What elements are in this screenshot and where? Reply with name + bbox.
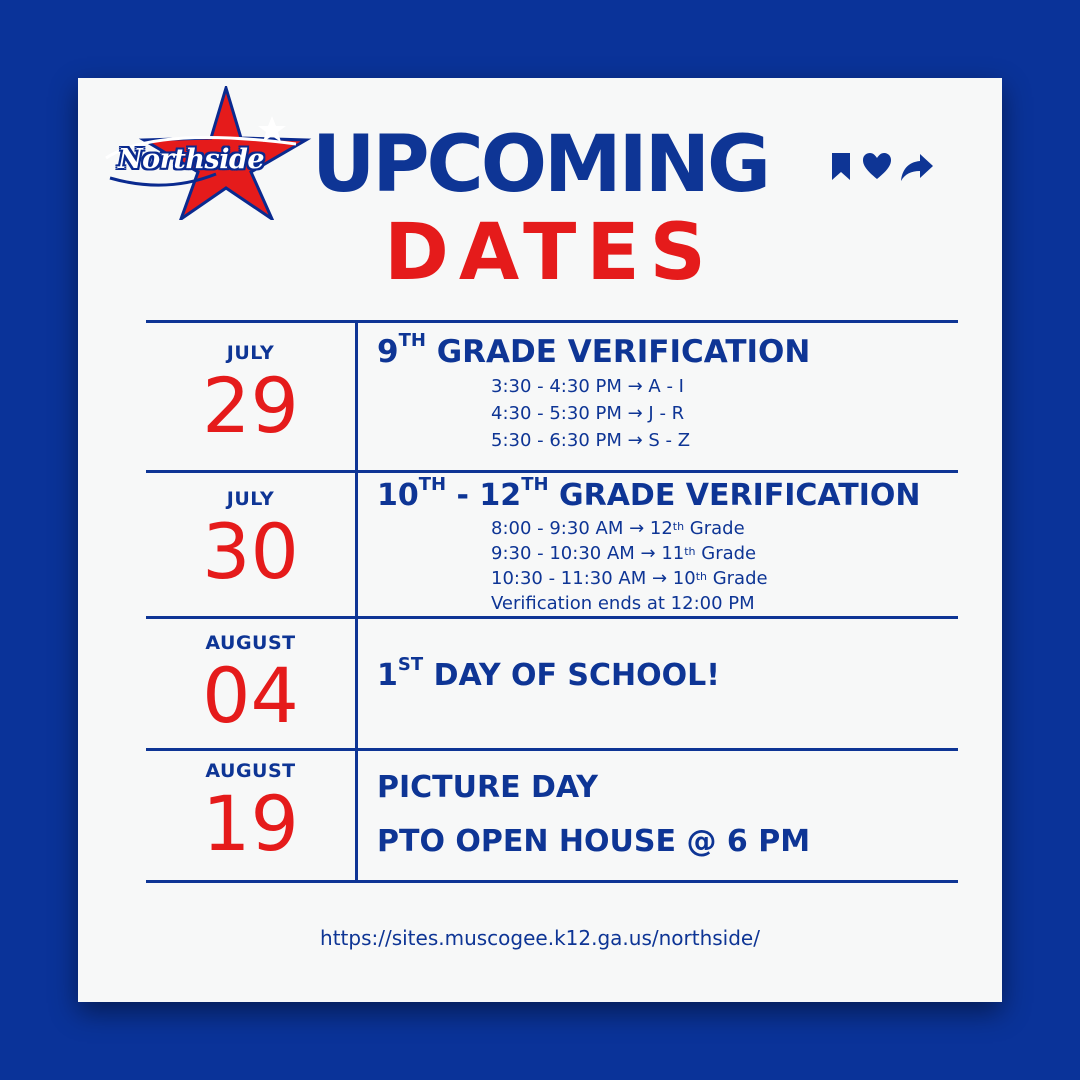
event-day: 29 <box>202 361 299 450</box>
event-month: JULY <box>226 342 275 364</box>
event-day: 30 <box>202 507 299 596</box>
event-detail: 3:30 - 4:30 PM → A - I <box>491 376 684 397</box>
event-row <box>146 748 958 880</box>
event-title: 9TH GRADE VERIFICATION <box>377 330 811 370</box>
share-icon[interactable] <box>900 152 934 182</box>
flyer-card <box>78 78 1002 1002</box>
event-row <box>146 320 958 470</box>
event-day: 04 <box>202 651 299 740</box>
event-title: PTO OPEN HOUSE @ 6 PM <box>377 824 811 859</box>
website-link[interactable]: https://sites.muscogee.k12.ga.us/northside/ <box>320 926 760 950</box>
event-detail: 4:30 - 5:30 PM → J - R <box>491 403 685 424</box>
title-dates: DATES <box>384 208 716 298</box>
event-month: AUGUST <box>205 760 296 782</box>
event-title: PICTURE DAY <box>377 770 599 805</box>
event-title: 10TH - 12TH GRADE VERIFICATION <box>377 474 921 513</box>
event-month: JULY <box>226 488 275 510</box>
dates-table <box>146 320 958 888</box>
event-detail: 9:30 - 10:30 AM → 11th Grade <box>491 543 757 564</box>
event-detail: 10:30 - 11:30 AM → 10th Grade <box>491 568 768 589</box>
title-upcoming: UPCOMING <box>312 120 768 210</box>
bookmark-icon[interactable] <box>830 152 852 182</box>
event-day: 19 <box>202 779 299 868</box>
event-title: 1ST DAY OF SCHOOL! <box>377 654 720 693</box>
event-detail: 8:00 - 9:30 AM → 12th Grade <box>491 518 745 539</box>
event-detail: Verification ends at 12:00 PM <box>491 593 755 614</box>
event-row <box>146 470 958 616</box>
divider <box>146 880 958 883</box>
heart-icon[interactable] <box>862 152 892 180</box>
event-row <box>146 616 958 748</box>
logo-text: Northside <box>118 144 265 175</box>
action-icons <box>830 152 940 182</box>
event-detail: 5:30 - 6:30 PM → S - Z <box>491 430 691 451</box>
event-month: AUGUST <box>205 632 296 654</box>
